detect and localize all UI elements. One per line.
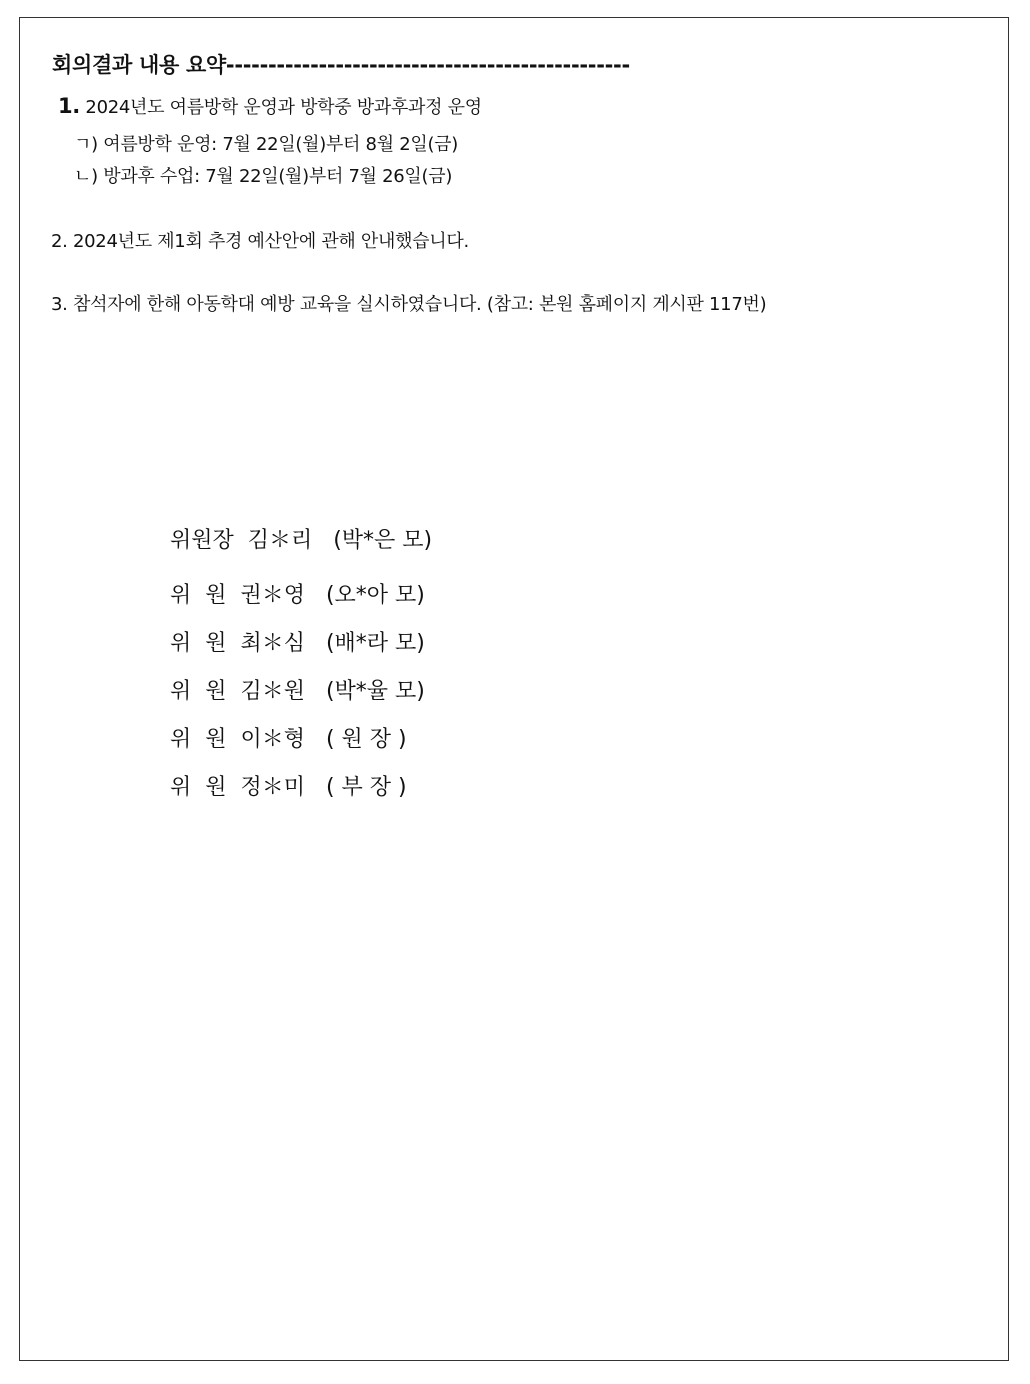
committee-member: 위 원 정＊미 ( 부 장 ) <box>170 775 407 800</box>
committee-member: 위 원 최＊심 (배*라 모) <box>170 631 425 656</box>
committee-member: 위 원 권＊영 (오*아 모) <box>170 583 425 608</box>
item-1-sub-a: ㄱ) 여름방학 운영: 7월 22일(월)부터 8월 2일(금) <box>74 134 458 155</box>
item-1-text: 2024년도 여름방학 운영과 방학중 방과후과정 운영 <box>85 97 482 118</box>
item-1-sub-b: ㄴ) 방과후 수업: 7월 22일(월)부터 7월 26일(금) <box>74 166 453 187</box>
item-3: 3. 참석자에 한해 아동학대 예방 교육을 실시하였습니다. (참고: 본원 홈페이지 게시판 117번) <box>51 294 767 315</box>
document-title: 회의결과 내용 요약------------------------------------------------ <box>52 53 630 77</box>
document-border <box>19 17 1009 1361</box>
item-2: 2. 2024년도 제1회 추경 예산안에 관해 안내했습니다. <box>51 231 469 252</box>
committee-member: 위 원 김＊원 (박*율 모) <box>170 679 425 704</box>
item-1 <box>58 93 482 119</box>
item-1-number: 1. <box>58 94 80 118</box>
committee-chair: 위원장 김＊리 (박*은 모) <box>170 528 433 553</box>
committee-member: 위 원 이＊형 ( 원 장 ) <box>170 727 407 752</box>
